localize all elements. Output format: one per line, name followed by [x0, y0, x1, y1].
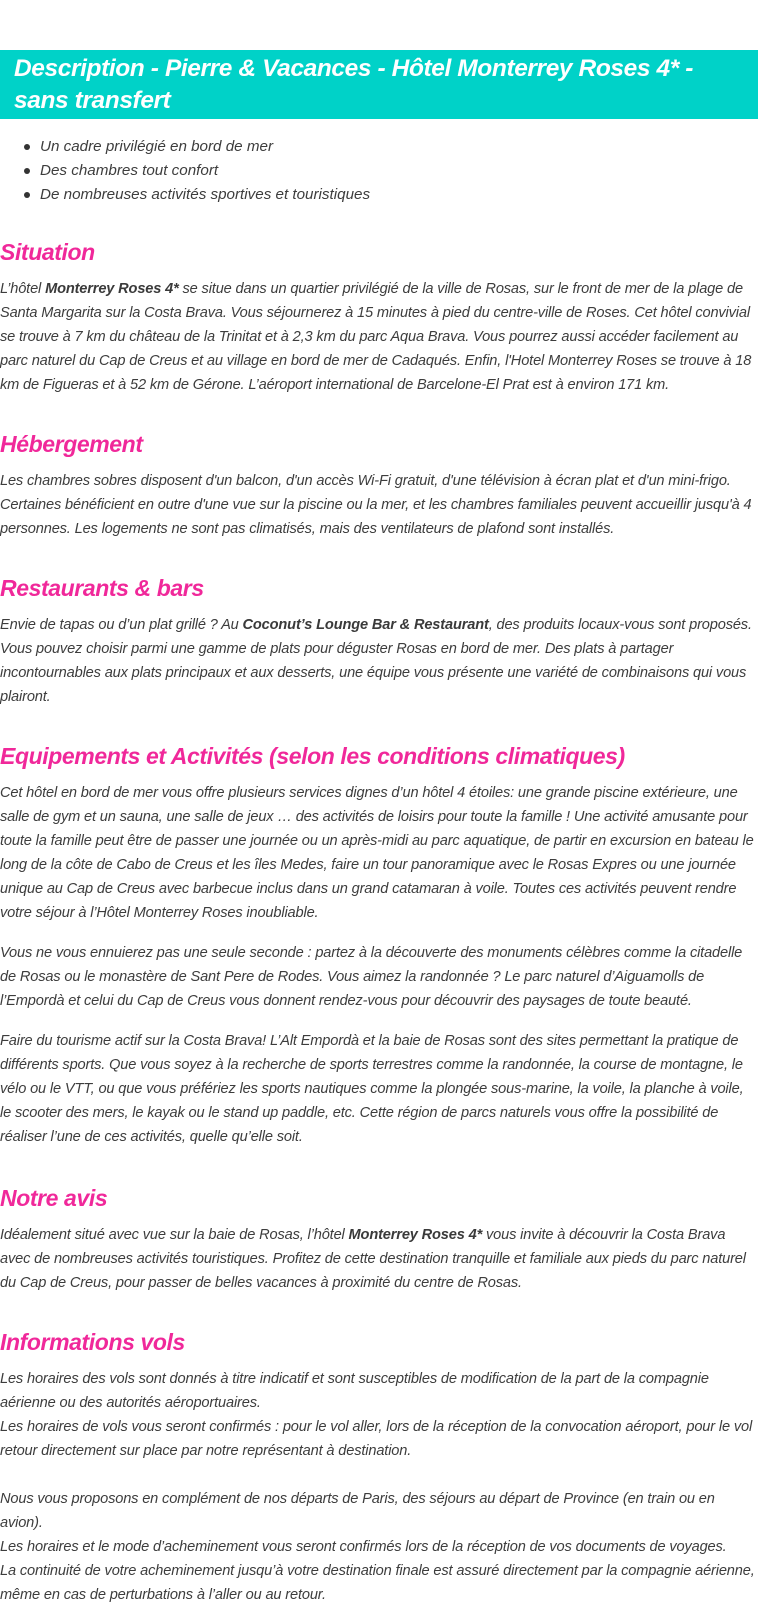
hotel-name: Monterrey Roses 4* — [348, 1227, 483, 1243]
text-run: Idéalement situé avec vue sur la baie de Rosas, l’hôtel — [0, 1227, 349, 1243]
section-paragraph — [0, 277, 758, 397]
bullet-icon — [24, 144, 30, 150]
text-run: Envie de tapas ou d’un plat grillé ? Au — [0, 617, 243, 633]
section-heading: Notre avis — [0, 1185, 108, 1211]
section-paragraph: Vous ne vous ennuierez pas une seule seconde : partez à la découverte des monuments célèbres comme la citadelle de Rosas ou le monastère de Sant Pere de Rodes. Vous aimez la randonnée ? Le parc naturel d’Aiguamolls de l’Empordà et celui du Cap de Creus vous donnent rendez-vous pour découvrir des paysages de toute beauté. — [0, 945, 743, 1009]
list-item-text: Un cadre privilégié en bord de mer — [40, 138, 273, 155]
section-situation — [0, 237, 758, 397]
section-paragraph — [0, 1223, 758, 1295]
section-equipements — [0, 741, 758, 1149]
section-avis — [0, 1183, 758, 1295]
highlights-list — [0, 135, 370, 207]
list-item-text: Des chambres tout confort — [40, 162, 219, 179]
section-paragraph: Cet hôtel en bord de mer vous offre plusieurs services dignes d’un hôtel 4 étoiles: une grande piscine extérieure, une salle de gym et un sauna, une salle de jeux … des activités de loisirs pour toute la famille ! Une activité amusante pour toute la famille peut être de passer une journée ou un après-midi au parc aquatique, de partir en excursion en bateau le long de la côte de Cabo de Creus et les îles Medes, faire un tour panoramique avec le Rosas Expres ou une journée unique au Cap de Creus avec barbecue inclus dans un grand catamaran à voile. Toutes ces activités peuvent rendre votre séjour à l’Hôtel Monterrey Roses inoubliable. — [0, 785, 754, 921]
section-paragraph: Les horaires de vols vous seront confirmés : pour le vol aller, lors de la réception de la convocation aéroport, pour le vol retour directement sur place par notre représentant à destination. — [0, 1419, 753, 1459]
section-hebergement — [0, 429, 758, 541]
section-restaurants — [0, 573, 758, 709]
hotel-name: Monterrey Roses 4* — [45, 281, 179, 297]
section-paragraph: Nous vous proposons en complément de nos départs de Paris, des séjours au départ de Province (en train ou en avion). — [0, 1491, 715, 1531]
section-paragraph: Faire du tourisme actif sur la Costa Brava! L’Alt Empordà et la baie de Rosas sont des sites permettant la pratique de différents sports. Que vous soyez à la recherche de sports terrestres comme la randonnée, la course de montagne, le vélo ou le VTT, ou que vous préfériez les sports nautiques comme la plongée sous-marine, la voile, la planche à voile, le scooter des mers, le kayak ou le stand up paddle, etc. Cette région de parcs naturels vous offre la possibilité de réaliser l’une de ces activités, quelle qu’elle soit. — [0, 1033, 744, 1145]
section-heading: Restaurants & bars — [0, 575, 204, 601]
page-title: Description - Pierre & Vacances - Hôtel Monterrey Roses 4* - sans transfert — [14, 55, 694, 114]
restaurant-name: Coconut’s Lounge Bar & Restaurant — [242, 617, 489, 633]
section-paragraph: Les horaires des vols sont donnés à titre indicatif et sont susceptibles de modification de la part de la compagnie aérienne ou des autorités aéroportuaires. — [0, 1371, 709, 1411]
bullet-icon — [24, 168, 30, 174]
text-run: se situe dans un quartier privilégié de la ville de Rosas, sur le front de mer de la plage de Santa Margarita sur la Costa Brava. Vous séjournerez à 15 minutes à pied du centre-ville de Roses. Cet hôtel convivial se trouve à 7 km du château de la Trinitat et à 2,3 km du parc Aqua Brava. Vous pourrez aussi accéder facilement au parc naturel du Cap de Creus et au village en bord de mer de Cadaqués. Enfin, l'Hotel Monterrey Roses se trouve à 18 km de Figueras et à 52 km de Gérone. L’aéroport international de Barcelone-El Prat est à environ 171 km. — [0, 281, 752, 393]
title-banner — [0, 50, 758, 119]
section-paragraph: La continuité de votre acheminement jusqu’à votre destination finale est assuré directement par la compagnie aérienne, même en cas de perturbations à l’aller ou au retour. — [0, 1563, 755, 1603]
text-run: vous invite à découvrir la Costa Brava avec de nombreuses activités touristiques. Profitez de cette destination tranquille et familiale aux pieds du parc naturel du Cap de Creus, pour passer de belles vacances à proximité du centre de Rosas. — [0, 1227, 746, 1291]
text-run: L’hôtel — [0, 281, 46, 297]
section-paragraph: Les chambres sobres disposent d'un balcon, d'un accès Wi-Fi gratuit, d'une télévision à écran plat et d'un mini-frigo. Certaines bénéficient en outre d'une vue sur la piscine ou la mer, et les chambres familiales peuvent accueillir jusqu'à 4 personnes. Les logements ne sont pas climatisés, mais des ventilateurs de plafond sont installés. — [0, 473, 752, 537]
section-heading: Situation — [0, 239, 95, 265]
section-paragraph: Les horaires et le mode d’acheminement vous seront confirmés lors de la réception de vos documents de voyages. — [0, 1539, 727, 1555]
section-heading: Equipements et Activités (selon les conditions climatiques) — [0, 743, 625, 769]
section-heading: Hébergement — [0, 431, 143, 457]
section-paragraph — [0, 613, 758, 709]
section-vols — [0, 1327, 758, 1607]
list-item — [0, 183, 370, 207]
text-run: , des produits locaux-vous sont proposés. Vous pouvez choisir parmi une gamme de plats pour déguster Rosas en bord de mer. Des plats à partager incontournables aux plats principaux et aux desserts, une équipe vous présente une variété de combinaisons qui vous plairont. — [0, 617, 752, 705]
bullet-icon — [24, 192, 30, 198]
list-item — [0, 135, 370, 159]
section-heading: Informations vols — [0, 1329, 185, 1355]
list-item — [0, 159, 370, 183]
list-item-text: De nombreuses activités sportives et touristiques — [40, 186, 371, 203]
